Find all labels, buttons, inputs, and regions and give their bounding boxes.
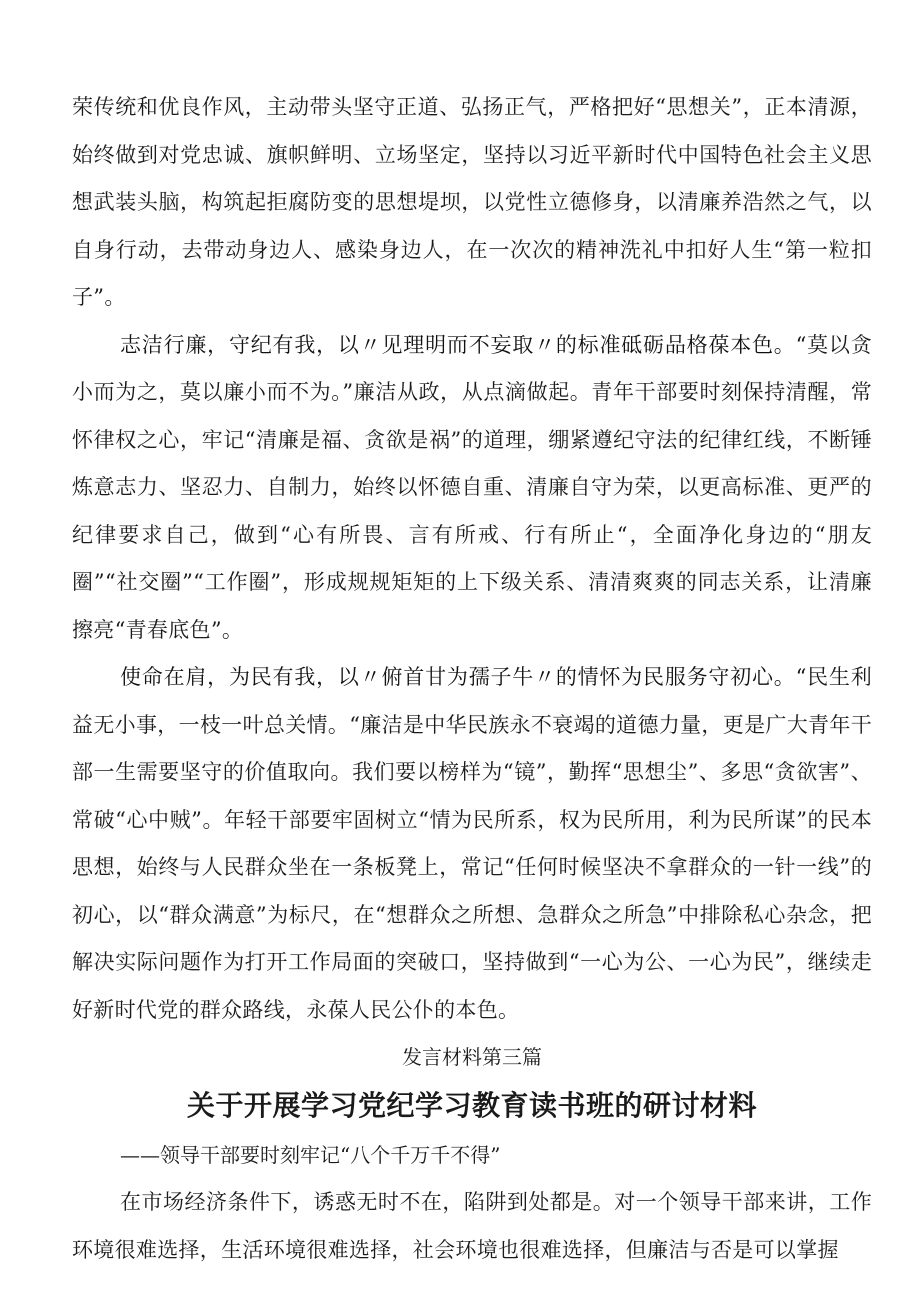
paragraph-continued: 荣传统和优良作风，主动带头坚守正道、弘扬正气，严格把好“思想关”，正本清源，始终做到对党忠诚、旗帜鲜明、立场坚定，坚持以习近平新时代中国特色社会主义思想武装头脑，构筑起拒腐防变的思想堤坝，以党性立德修身，以清廉养浩然之气，以自身行动，去带动身边人、感染身边人，在一次次的精神洗礼中扣好人生“第一粒扣子”。 bbox=[72, 95, 872, 309]
paragraph-mission-heading: 使命在肩，为民有我，以〃俯首甘为孺子牛〃的情怀为民服务守初心。 bbox=[120, 665, 796, 689]
document-subtitle: ——领导干部要时刻牢记“八个千万千不得” bbox=[120, 1143, 501, 1167]
paragraph-integrity-body: “莫以贪小而为之，莫以廉小而不为。”廉洁从政，从点滴做起。青年干部要时刻保持清醒，常怀律权之心，牢记“清廉是福、贪欲是祸”的道理，绷紧遵纪守法的纪律红线，不断锤炼意志力、坚忍力、自制力，始终以怀德自重、清廉自守为荣，以更高标准、更严的纪律要求自己，做到“心有所畏、言有所戒、行有所止“，全面净化身边的“朋友圈”“社交圈”“工作圈”，形成规规矩矩的上下级关系、清清爽爽的同志关系，让清廉擦亮“青春底色”。 bbox=[72, 332, 873, 642]
paragraph-mission-body: “民生利益无小事，一枝一叶总关情。“廉洁是中华民族永不衰竭的道德力量，更是广大青年干部一生需要坚守的价值取向。我们要以榜样为“镜”，勤挥“思想尘”、多思“贪欲害”、常破“心中贼”。年轻干部要牢固树立“情为民所系，权为民所用，利为民所谋”的民本思想，始终与人民群众坐在一条板凳上，常记“任何时候坚决不拿群众的一针一线”的初心，以“群众满意”为标尺，在“想群众之所想、急群众之所急”中排除私心杂念，把解决实际问题作为打开工作局面的突破口，坚持做到“一心为公、一心为民”，继续走好新时代党的群众路线，永葆人民公仆的本色。 bbox=[72, 665, 873, 1022]
section-label: 发言材料第三篇 bbox=[402, 1045, 542, 1069]
paragraph-integrity-heading: 志洁行廉，守纪有我，以〃见理明而不妄取〃的标准砥砺品格葆本色。 bbox=[120, 332, 796, 357]
paragraph-mission bbox=[72, 654, 872, 1034]
paragraph-intro: 在市场经济条件下，诱惑无时不在，陷阱到处都是。对一个领导干部来讲，工作环境很难选择，生活环境很难选择，社会环境也很难选择，但廉洁与否是可以掌握 bbox=[72, 1190, 872, 1262]
document-title: 关于开展学习党纪学习教育读书班的研讨材料 bbox=[186, 1089, 757, 1122]
document-page bbox=[72, 84, 872, 1274]
paragraph-integrity bbox=[72, 322, 872, 655]
